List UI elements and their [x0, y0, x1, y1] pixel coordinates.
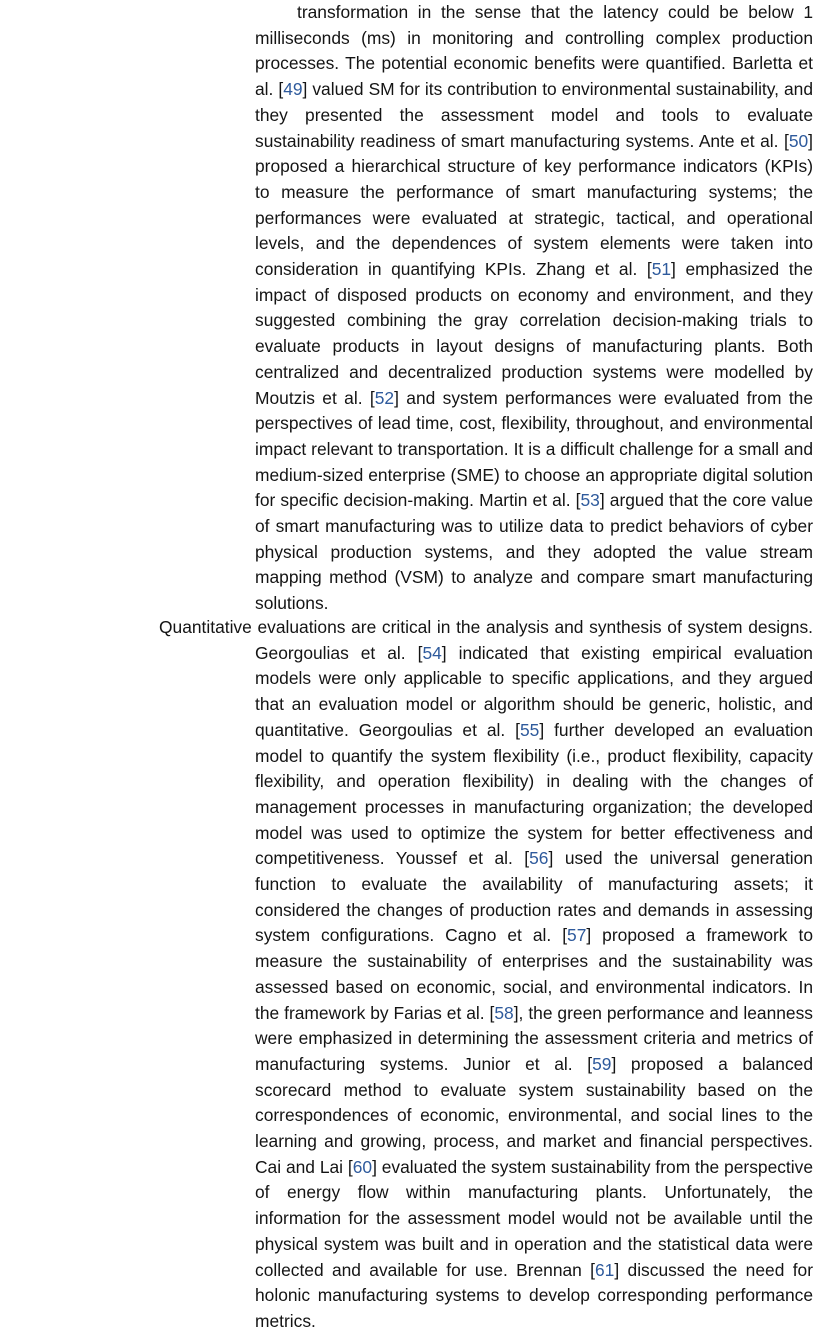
text-segment: ] further developed an evaluation model to quantify the system flexibility (i.e., product flexibility, capacity flexibility, and operation flexibility) in dealing with the changes of management processes in manufacturing organization; the developed model was used to optimize the system for better effectiveness and competitiveness. Youssef et al. [ [255, 719, 813, 869]
citation-link-51[interactable]: 51 [651, 259, 672, 280]
text-segment: ], the green performance and leanness were emphasized in determining the assessment criteria and metrics of manufacturing systems. Junior et al. [ [255, 1002, 813, 1074]
paragraph-1 [255, 0, 813, 617]
citation-link-58[interactable]: 58 [494, 1002, 514, 1023]
text-segment: ] indicated that existing empirical evaluation models were only applicable to specific applications, and they argued that an evaluation model or algorithm should be generic, holistic, and quantitative. Georgoulias et al. [ [255, 642, 813, 740]
text-segment: ] discussed the need for holonic manufacturing systems to develop corresponding performance metrics. [255, 1259, 813, 1331]
citation-link-55[interactable]: 55 [519, 719, 540, 740]
text-segment: ] used the universal generation function to evaluate the availability of manufacturing assets; it considered the changes of production rates and demands in assessing system configurations. Cagno et al. [ [255, 848, 813, 946]
text-segment: Quantitative evaluations are critical in the analysis and synthesis of system designs. Georgoulias et al. [ [159, 617, 813, 663]
text-segment: ] proposed a balanced scorecard method to evaluate system sustainability based on the correspondences of economic, environmental, and social lines to the learning and growing, process, and market and financial perspectives. Cai and Lai [ [255, 1053, 813, 1177]
text-segment: transformation in the sense that the latency could be below 1 milliseconds (ms) in monitoring and controlling complex production processes. The potential economic benefits were quantified. Barletta et al. [ [255, 2, 813, 100]
paragraph-2 [159, 615, 813, 1335]
citation-link-50[interactable]: 50 [788, 130, 809, 151]
citation-link-61[interactable]: 61 [595, 1259, 615, 1280]
citation-link-59[interactable]: 59 [592, 1053, 612, 1074]
text-segment: ] argued that the core value of smart manufacturing was to utilize data to predict behaviors of cyber physical production systems, and they adopted the value stream mapping method (VSM) to analyze and compare smart manufacturing solutions. [255, 490, 813, 614]
citation-link-52[interactable]: 52 [374, 387, 395, 408]
text-segment: ] and system performances were evaluated from the perspectives of lead time, cost, flexibility, throughout, and environmental impact relevant to transportation. It is a difficult challenge for a small and medium-sized enterprise (SME) to choose an appropriate digital solution for specific decision-making. Martin et al. [ [255, 387, 813, 511]
text-segment: ] proposed a hierarchical structure of key performance indicators (KPIs) to measure the performance of smart manufacturing systems; the performances were evaluated at strategic, tactical, and operational levels, and the dependences of system elements were taken into consideration in quantifying KPIs. Zhang et al. [ [255, 130, 813, 280]
text-segment: ] valued SM for its contribution to environmental sustainability, and they presented the assessment model and tools to evaluate sustainability readiness of smart manufacturing systems. Ante et al. [ [255, 79, 813, 151]
citation-link-57[interactable]: 57 [567, 925, 587, 946]
text-segment: ] evaluated the system sustainability from the perspective of energy flow within manufacturing plants. Unfortunately, the information for the assessment model would not be available until the physical system was built and in operation and the statistical data were collected and available for use. Brennan [ [255, 1156, 813, 1280]
citation-link-60[interactable]: 60 [352, 1156, 373, 1177]
citation-link-56[interactable]: 56 [529, 848, 549, 869]
text-segment: ] emphasized the impact of disposed products on economy and environment, and they suggested combining the gray correlation decision-making trials to evaluate products in layout designs of manufacturing plants. Both centralized and decentralized production systems were modelled by Moutzis et al. [ [255, 259, 813, 408]
citation-link-49[interactable]: 49 [283, 79, 303, 100]
citation-link-54[interactable]: 54 [422, 642, 442, 663]
citation-link-53[interactable]: 53 [580, 490, 600, 511]
text-segment: ] proposed a framework to measure the sustainability of enterprises and the sustainability was assessed based on economic, social, and environmental indicators. In the framework by Farias et al. [ [255, 925, 813, 1023]
